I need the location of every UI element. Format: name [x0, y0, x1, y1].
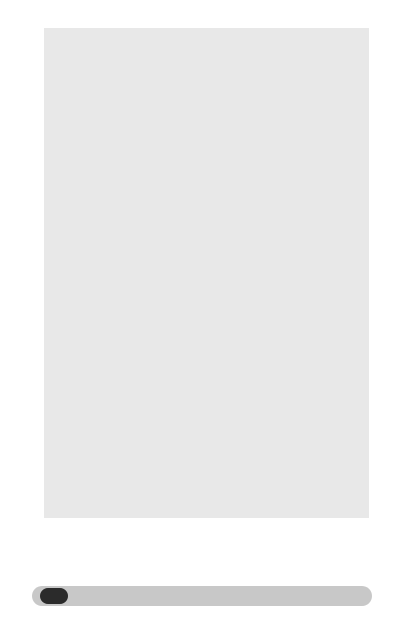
footer-bar: [32, 586, 372, 606]
page-number-badge: [40, 588, 68, 604]
exercise-panel: [44, 28, 369, 518]
